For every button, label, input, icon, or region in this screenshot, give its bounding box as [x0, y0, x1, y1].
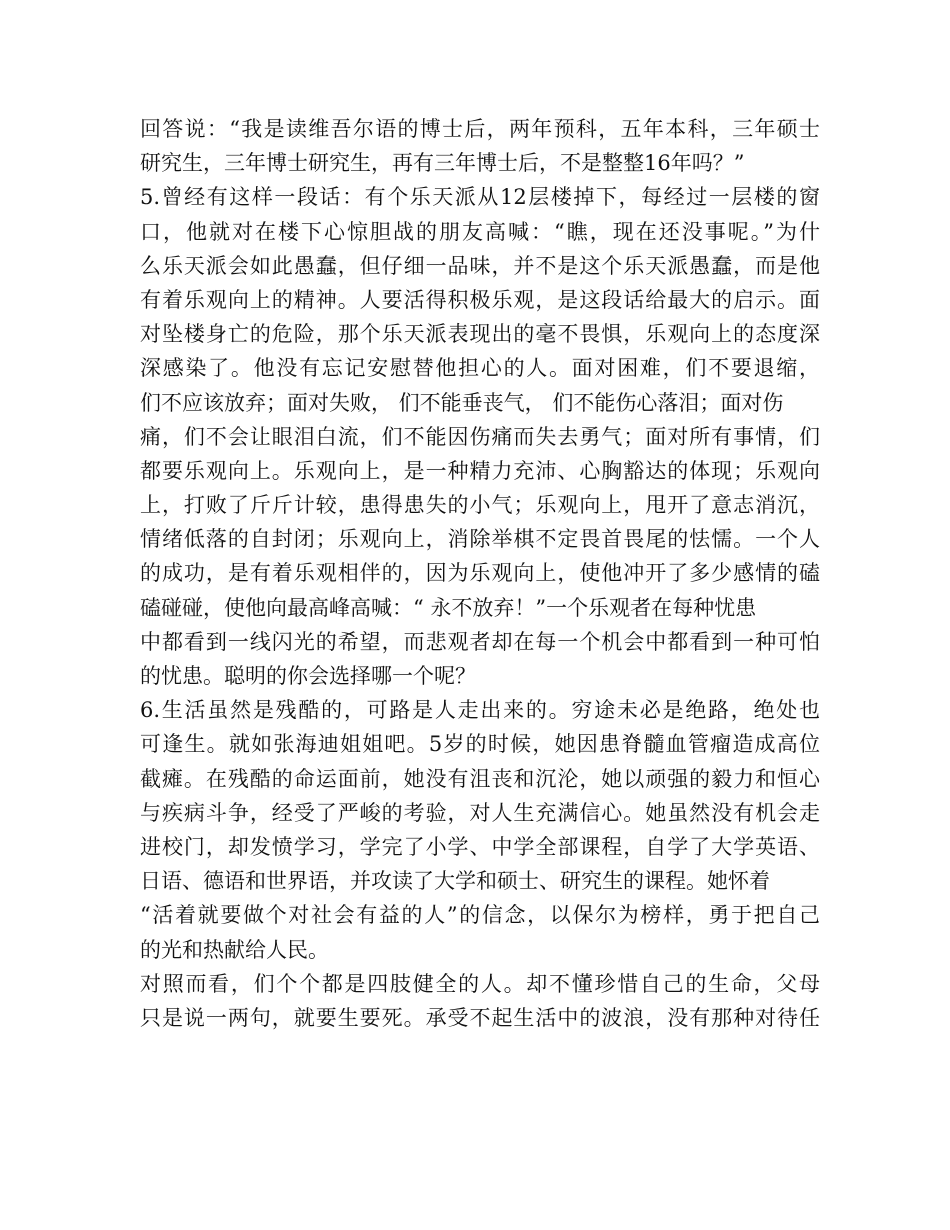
text-line: 痛，们不会让眼泪白流，们不能因伤痛而失去勇气；面对所有事情，们: [140, 424, 820, 449]
text-line: 只是说一两句，就要生要死。承受不起生活中的波浪，没有那种对待任: [140, 1005, 820, 1030]
text-line: 截瘫。在残酷的命运面前，她没有沮丧和沉沦，她以顽强的毅力和恒心: [140, 766, 820, 791]
text-line: 回答说：“我是读维吾尔语的博士后，两年预科，五年本科，三年硕士: [140, 117, 820, 141]
text-line: 口，他就对在楼下心惊胆战的朋友高喊：“瞧，现在还没事呢。”为什: [140, 219, 820, 244]
text-line: 么乐天派会如此愚蠢，但仔细一品味，并不是这个乐天派愚蠢，而是他: [140, 253, 820, 278]
text-line: 都要乐观向上。乐观向上，是一种精力充沛、心胸豁达的体现；乐观向: [140, 458, 820, 483]
text-line: “活着就要做个对社会有益的人”的信念，以保尔为榜样，勇于把自己: [140, 903, 820, 928]
text-line: 的光和热献给人民。: [140, 937, 329, 962]
text-line: 日语、德语和世界语，并攻读了大学和硕士、研究生的课程。她怀着: [140, 869, 770, 894]
text-line: 与疾病斗争，经受了严峻的考验，对人生充满信心。她虽然没有机会走: [140, 800, 820, 825]
text-line: 有着乐观向上的精神。人要活得积极乐观，是这段话给最大的启示。面: [140, 287, 820, 312]
text-line: 的成功，是有着乐观相伴的，因为乐观向上，使他冲开了多少感情的磕: [140, 561, 820, 586]
text-line: 深感染了。他没有忘记安慰替他担心的人。面对困难，们不要退缩，: [140, 356, 820, 381]
body-text: [140, 112, 820, 1035]
text-line: 进校门，却发愤学习，学完了小学、中学全部课程，自学了大学英语、: [140, 834, 820, 859]
text-line: 情绪低落的自封闭；乐观向上，消除举棋不定畏首畏尾的怯懦。一个人: [140, 527, 820, 552]
text-line: 中都看到一线闪光的希望，而悲观者却在每一个机会中都看到一种可怕: [140, 629, 820, 654]
text-line: 5.曾经有这样一段话：有个乐天派从12层楼掉下，每经过一层楼的窗: [140, 185, 820, 210]
text-line: 对坠楼身亡的危险，那个乐天派表现出的毫不畏惧，乐观向上的态度深: [140, 322, 820, 347]
text-line: 研究生，三年博士研究生，再有三年博士后，不是整整16年吗？”: [140, 151, 745, 176]
text-line: 上，打败了斤斤计较，患得患失的小气；乐观向上，甩开了意志消沉，: [140, 493, 820, 518]
text-line: 磕碰碰，使他向最高峰高喊：“ 永不放弃！”一个乐观者在每种忧患: [140, 595, 757, 620]
text-line: 可逢生。就如张海迪姐姐吧。5岁的时候，她因患脊髓血管瘤造成高位: [140, 732, 820, 757]
text-line: 的忧患。聪明的你会选择哪一个呢？: [140, 664, 476, 688]
text-line: 对照而看，们个个都是四肢健全的人。却不懂珍惜自己的生命，父母: [140, 971, 820, 996]
text-line: 们不应该放弃；面对失败， 们不能垂丧气， 们不能伤心落泪；面对伤: [140, 390, 784, 415]
text-line: 6.生活虽然是残酷的，可路是人走出来的。穷途未必是绝路，绝处也: [140, 698, 820, 723]
